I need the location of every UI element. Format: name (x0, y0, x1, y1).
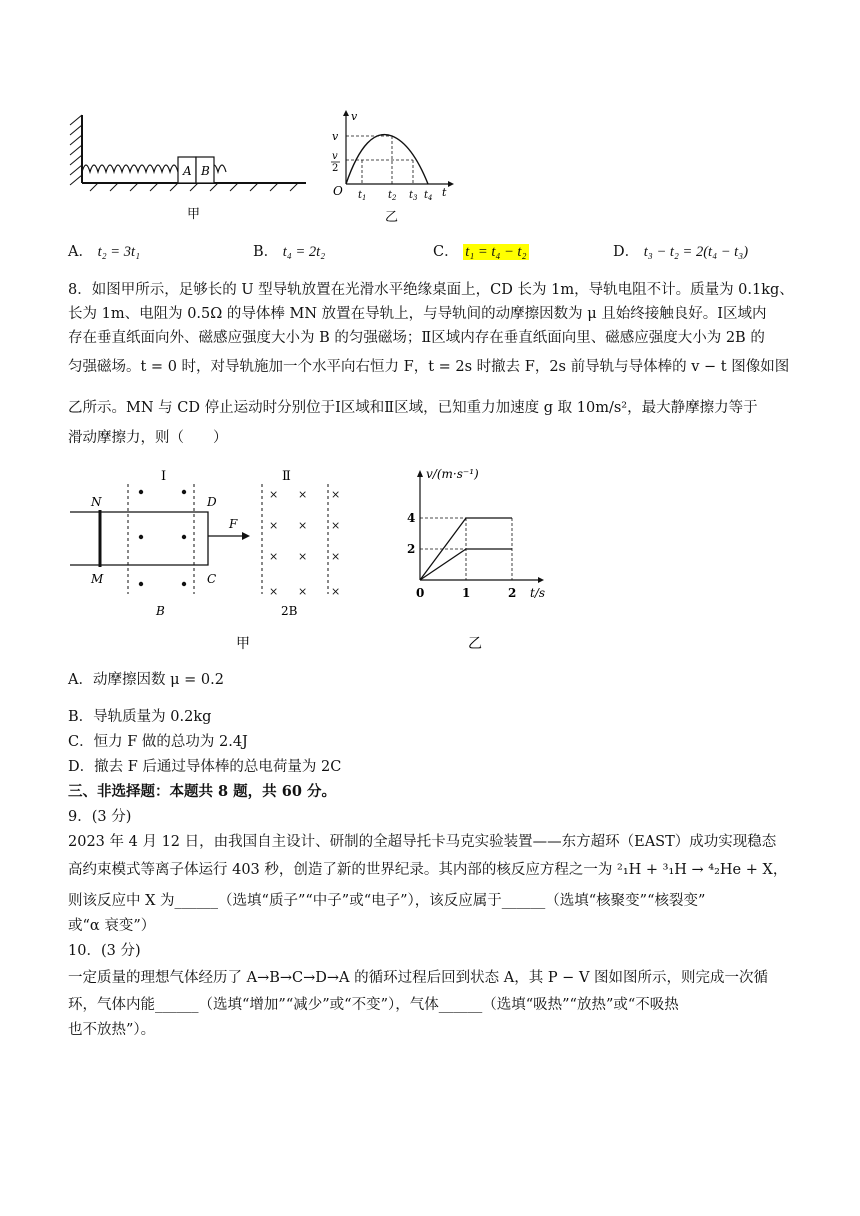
right-figure-caption: 乙 (385, 210, 399, 225)
rail-field-figure (66, 462, 366, 654)
vt-origin: O (333, 184, 343, 198)
region-2-label: Ⅱ (282, 469, 291, 484)
chart-xtick-2: 2 (508, 586, 517, 600)
section-3-heading: 三、非选择题：本题共 8 题，共 60 分。 (68, 783, 336, 800)
label-d: D (207, 495, 217, 509)
q7-option-c-letter: C． (433, 244, 459, 260)
label-n: N (91, 495, 102, 509)
svg-text:×: × (298, 519, 308, 532)
q10-line-3: 也不放热”）。 (68, 1022, 156, 1038)
chart-xlabel: t/s (530, 586, 546, 600)
q8-line-4: 匀强磁场。t = 0 时，对导轨施加一个水平向右恒力 F，t = 2s 时撤去 F，2s 前导轨与导体棒的 v − t 图像如图 (68, 359, 790, 375)
vt-tick-t3: $t_3$ (409, 190, 418, 202)
q8-line-3: 存在垂直纸面向外、磁感应强度大小为 B 的匀强磁场；Ⅱ区域内存在垂直纸面向里、磁感应强度大小为 2B 的 (68, 330, 765, 346)
vt-tick-t2: $t_2$ (388, 190, 397, 202)
vt-ytick-v: v (332, 130, 339, 143)
q7-option-d-letter: D． (613, 244, 640, 260)
label-2b: 2B (281, 604, 298, 618)
vt-axis-t: t (442, 186, 447, 199)
q10-header: 10．(3 分) (68, 943, 141, 959)
vt-curve-figure (320, 108, 470, 226)
svg-text:×: × (331, 488, 341, 501)
q9-line-4: 或“α 衰变”） (68, 918, 156, 934)
vt-tick-t4: $t_4$ (424, 190, 433, 202)
q7-option-a (68, 242, 140, 262)
svg-text:×: × (331, 550, 341, 563)
svg-text:×: × (331, 585, 341, 598)
q8-option-a: A．动摩擦因数 μ = 0.2 (68, 672, 224, 688)
q8-option-c: C．恒力 F 做的总功为 2.4J (68, 734, 248, 750)
q7-option-a-text: t₂ = 3t₁ (97, 244, 141, 260)
svg-text:×: × (269, 550, 279, 563)
q9-line-1: 2023 年 4 月 12 日，由我国自主设计、研制的全超导托卡马克实验装置——东方超环（EAST）成功实现稳态 (68, 834, 777, 850)
svg-text:×: × (269, 585, 279, 598)
q8-option-b: B．导轨质量为 0.2kg (68, 709, 212, 725)
region-1-label: Ⅰ (161, 469, 167, 484)
svg-text:×: × (269, 488, 279, 501)
block-a-label: A (183, 164, 192, 178)
q8-line-1: 8．如图甲所示，足够长的 U 型导轨放置在光滑水平绝缘桌面上，CD 长为 1m，导轨电阻不计。质量为 0.1kg、 (68, 282, 794, 298)
chart-xtick-1: 1 (462, 586, 471, 600)
q7-option-b (253, 242, 325, 262)
left-figure-caption: 甲 (187, 207, 201, 222)
vt-tick-t1: $t_1$ (358, 190, 367, 202)
label-c: C (207, 572, 217, 586)
q8-line-6: 滑动摩擦力，则（ ） (68, 430, 228, 446)
svg-text:×: × (269, 519, 279, 532)
label-b: B (156, 604, 165, 618)
q7-option-d (613, 242, 748, 262)
svg-text:×: × (298, 488, 308, 501)
fig8-right-caption: 乙 (468, 636, 482, 652)
q10-line-2: 环，气体内能______（选填“增加”“减少”或“不变”），气体______（选填“吸热”“放热”或“不吸热 (68, 997, 679, 1013)
vt-chart (398, 465, 588, 655)
block-b-label: B (201, 164, 210, 178)
chart-ytick-1: 4 (407, 511, 416, 525)
q7-option-d-text: t₃ − t₂ = 2(t₄ − t₃) (643, 244, 749, 260)
vt-ytick-half-den: 2 (332, 163, 339, 174)
q10-line-1: 一定质量的理想气体经历了 A→B→C→D→A 的循环过程后回到状态 A，其 P − V 图如图所示，则完成一次循 (68, 970, 769, 986)
label-m: M (91, 572, 104, 586)
vt-axis-v: v (351, 110, 358, 123)
q7-option-b-text: t₄ = 2t₂ (282, 244, 326, 260)
q7-option-c-text: t₁ = t₄ − t₂ (465, 244, 527, 260)
q7-option-c (433, 242, 529, 262)
label-f: F (229, 517, 238, 531)
chart-xtick-0: 0 (416, 586, 425, 600)
spring-figure (60, 105, 310, 225)
svg-text:×: × (298, 585, 308, 598)
vt-ytick-half-num: v (332, 151, 338, 162)
q9-header: 9．(3 分) (68, 809, 132, 825)
q7-option-b-letter: B． (253, 244, 279, 260)
q9-line-2: 高约束模式等离子体运行 403 秒，创造了新的世界纪录。其内部的核反应方程之一为 ²₁H + ³₁H → ⁴₂He + X， (68, 862, 788, 878)
q7-option-a-letter: A． (68, 244, 93, 260)
q8-option-d: D．撤去 F 后通过导体棒的总电荷量为 2C (68, 759, 342, 775)
svg-text:×: × (331, 519, 341, 532)
q9-line-3: 则该反应中 X 为______（选填“质子”“中子”或“电子”），该反应属于______（选填“核聚变”“核裂变” (68, 893, 706, 909)
chart-ytick-0: 2 (407, 542, 416, 556)
q8-line-5: 乙所示。MN 与 CD 停止运动时分别位于Ⅰ区域和Ⅱ区域，已知重力加速度 g 取 10m/s²，最大静摩擦力等于 (68, 400, 758, 416)
svg-text:×: × (298, 550, 308, 563)
chart-ylabel: v/(m·s⁻¹) (426, 467, 479, 481)
q8-line-2: 长为 1m、电阻为 0.5Ω 的导体棒 MN 放置在导轨上，与导轨间的动摩擦因数为 μ 且始终接触良好。Ⅰ区域内 (68, 306, 767, 322)
fig8-left-caption: 甲 (236, 636, 250, 652)
